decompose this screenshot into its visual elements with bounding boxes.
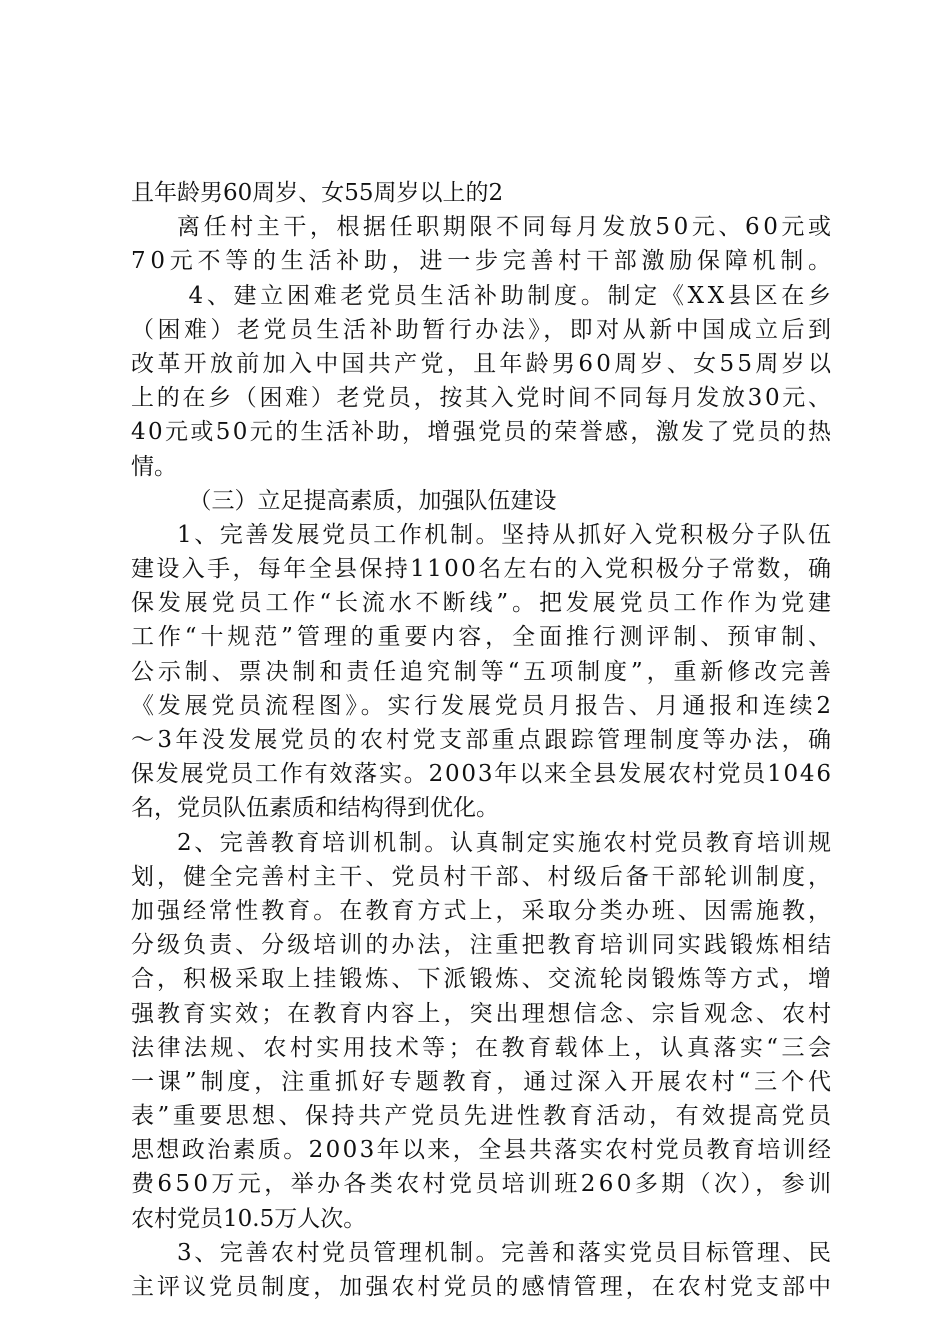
text-line: 名，党员队伍素质和结构得到优化。 (131, 795, 499, 822)
text-line: 划，健全完善村主干、党员村干部、村级后备干部轮训制度， (131, 863, 835, 890)
text-line: 保发展党员工作有效落实。2003年以来全县发展农村党员1046 (131, 761, 833, 788)
text-line: 改革开放前加入中国共产党，且年龄男60周岁、女55周岁以 (131, 350, 835, 377)
text-line: 公示制、票决制和责任追究制等“五项制度”，重新修改完善 (131, 658, 835, 685)
text-line: 上的在乡（困难）老党员，按其入党时间不同每月发放30元、 (131, 385, 834, 412)
text-line: 合，积极采取上挂锻炼、下派锻炼、交流轮岗锻炼等方式，增 (131, 966, 835, 993)
text-line: 加强经常性教育。在教育方式上，采取分类办班、因需施教， (131, 897, 835, 924)
text-line: （三）立足提高素质，加强队伍建设 (188, 487, 557, 514)
text-line: 费650万元，举办各类农村党员培训班260多期（次），参训 (131, 1171, 835, 1198)
text-line: 工作“十规范”管理的重要内容，全面推行测评制、预审制、 (131, 624, 835, 651)
text-line: 40元或50元的生活补助，增强党员的荣誉感，激发了党员的热 (131, 419, 834, 446)
text-line: 思想政治素质。2003年以来，全县共落实农村党员教育培训经 (131, 1137, 834, 1164)
text-line: 3、完善农村党员管理机制。完善和落实党员目标管理、民 (177, 1239, 834, 1266)
text-line: 分级负责、分级培训的办法，注重把教育培训同实践锻炼相结 (131, 932, 835, 959)
document-body (131, 176, 836, 1304)
text-line: 2、完善教育培训机制。认真制定实施农村党员教育培训规 (177, 829, 834, 856)
text-line: （困难）老党员生活补助暂行办法》，即对从新中国成立后到 (131, 316, 835, 343)
text-line: 保发展党员工作“长流水不断线”。把发展党员工作作为党建 (131, 590, 835, 617)
text-line: 强教育实效；在教育内容上，突出理想信念、宗旨观念、农村 (131, 1000, 835, 1027)
text-line: 表”重要思想、保持共产党员先进性教育活动，有效提高党员 (131, 1103, 835, 1130)
text-line: 4、建立困难老党员生活补助制度。制定《XX县区在乡 (188, 282, 835, 309)
text-line: 情。 (131, 453, 177, 480)
text-line: 离任村主干，根据任职期限不同每月发放50元、60元或 (177, 214, 835, 241)
text-line: 农村党员10.5万人次。 (131, 1205, 367, 1232)
text-line: 主评议党员制度，加强农村党员的感情管理，在农村党支部中 (131, 1274, 835, 1300)
text-line: 法律法规、农村实用技术等；在教育载体上，认真落实“三会 (131, 1034, 835, 1061)
text-line: 且年龄男60周岁、女55周岁以上的2 (131, 180, 504, 206)
text-line: ～3年没发展党员的农村党支部重点跟踪管理制度等办法，确 (131, 727, 835, 753)
text-line: 一课”制度，注重抓好专题教育，通过深入开展农村“三个代 (131, 1068, 835, 1095)
text-line: 建设入手，每年全县保持1100名左右的入党积极分子常数，确 (131, 556, 834, 583)
text-line: 1、完善发展党员工作机制。坚持从抓好入党积极分子队伍 (177, 521, 834, 548)
text-line: 《发展党员流程图》。实行发展党员月报告、月通报和连续2 (131, 692, 835, 719)
text-line: 70元不等的生活补助，进一步完善村干部激励保障机制。 (131, 248, 836, 275)
